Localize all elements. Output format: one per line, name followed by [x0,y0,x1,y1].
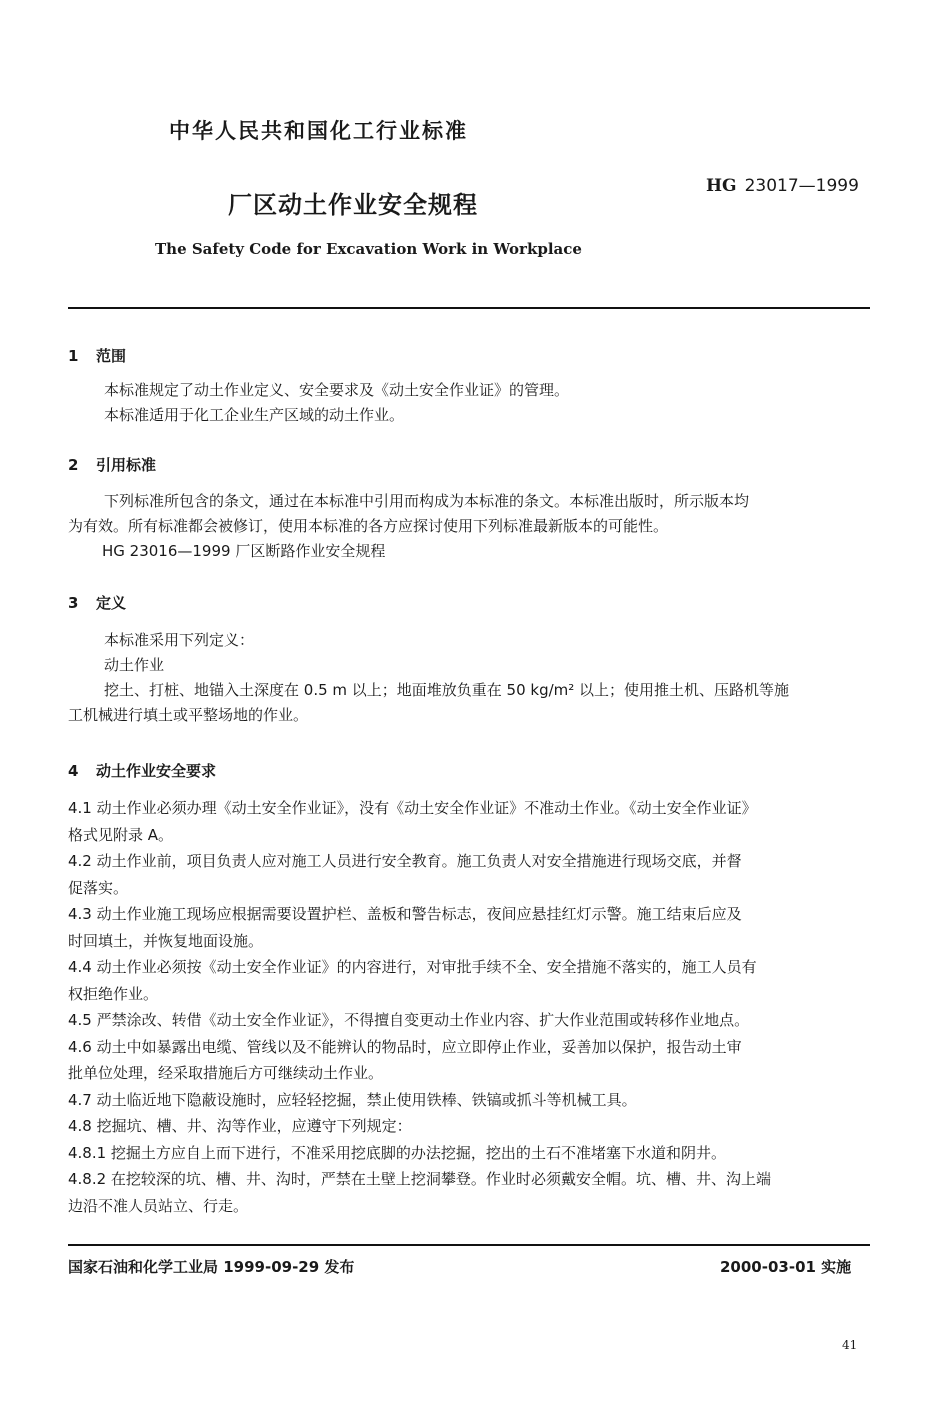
paragraph: 本标准规定了动土作业定义、安全要求及《动土安全作业证》的管理。 [104,381,570,399]
paragraph: 本标准采用下列定义： [104,631,255,649]
clause-4-8-2-cont: 边沿不准人员站立、行走。 [68,1196,249,1215]
section-heading-4: 4 动土作业安全要求 [68,762,217,780]
issuer-date: 国家石油和化学工业局 1999-09-29 发布 [68,1258,355,1276]
clause-4-3: 4.3 动土作业施工现场应根据需要设置护栏、盖板和警告标志，夜间应悬挂红灯示警。施工结束后应及 [68,905,742,923]
clause-4-8-1: 4.8.1 挖掘土方应自上而下进行，不准采用挖底脚的办法挖掘，挖出的土石不准堵塞下水道和阴井。 [68,1143,726,1162]
page-number: 41 [842,1338,858,1352]
section-heading-1: 1 范围 [68,347,127,365]
section-body-3 [68,628,868,728]
clause-4-6-cont: 批单位处理，经采取措施后方可继续动土作业。 [68,1064,384,1082]
clause-4-1-cont: 格式见附录 A。 [68,825,174,844]
section-heading-3: 3 定义 [68,594,127,612]
english-title: The Safety Code for Excavation Work in Workplace [155,240,582,258]
paragraph: 本标准适用于化工企业生产区域的动土作业。 [104,406,405,424]
reference-standard: HG 23016—1999 厂区断路作业安全规程 [102,542,386,560]
clause-4-7: 4.7 动土临近地下隐蔽设施时，应轻轻挖掘，禁止使用铁棒、铁镐或抓斗等机械工具。 [68,1090,637,1109]
paragraph: 工机械进行填土或平整场地的作业。 [68,706,309,724]
standard-prefix: HG [706,176,737,196]
paragraph: 挖土、打桩、地锚入土深度在 0.5 m 以上；地面堆放负重在 50 kg/m² 以上；使用推土机、压路机等施 [104,681,790,699]
clause-4-4: 4.4 动土作业必须按《动土安全作业证》的内容进行，对审批手续不全、安全措施不落实的，施工人员有 [68,958,757,976]
document-title: 厂区动土作业安全规程 [228,191,478,219]
clause-4-1: 4.1 动土作业必须办理《动土安全作业证》，没有《动土安全作业证》不准动土作业。《动土安全作业证》 [68,799,757,817]
clause-4-5: 4.5 严禁涂改、转借《动土安全作业证》，不得擅自变更动土作业内容、扩大作业范围或转移作业地点。 [68,1011,750,1029]
effective-date: 2000-03-01 实施 [720,1258,852,1276]
clause-4-8-2: 4.8.2 在挖较深的坑、槽、井、沟时，严禁在土壁上挖洞攀登。作业时必须戴安全帽。坑、槽、井、沟上端 [68,1170,771,1188]
standard-code: 23017—1999 [744,176,859,196]
clause-4-8: 4.8 挖掘坑、槽、井、沟等作业，应遵守下列规定： [68,1117,412,1135]
paragraph: 下列标准所包含的条文，通过在本标准中引用而构成为本标准的条文。本标准出版时，所示版本均 [104,492,750,510]
section-body-1 [68,378,868,428]
clause-4-3-cont: 时回填土，并恢复地面设施。 [68,931,264,950]
clause-4-4-cont: 权拒绝作业。 [68,984,159,1003]
clause-4-2: 4.2 动土作业前，项目负责人应对施工人员进行安全教育。施工负责人对安全措施进行现场交底，并督 [68,852,742,870]
clause-4-2-cont: 促落实。 [68,878,129,897]
footer-divider [68,1244,870,1246]
standard-category: 中华人民共和国化工行业标准 [169,119,468,143]
paragraph: 为有效。所有标准都会被修订，使用本标准的各方应探讨使用下列标准最新版本的可能性。 [68,517,669,535]
section-body-2 [68,489,868,564]
clause-4-6: 4.6 动土中如暴露出电缆、管线以及不能辨认的物品时，应立即停止作业，妥善加以保护，报告动土审 [68,1037,742,1056]
section-body-4 [68,795,868,1219]
header-divider [68,307,870,309]
definition-term: 动土作业 [104,656,165,674]
section-heading-2: 2 引用标准 [68,456,157,474]
standard-number [706,176,859,196]
